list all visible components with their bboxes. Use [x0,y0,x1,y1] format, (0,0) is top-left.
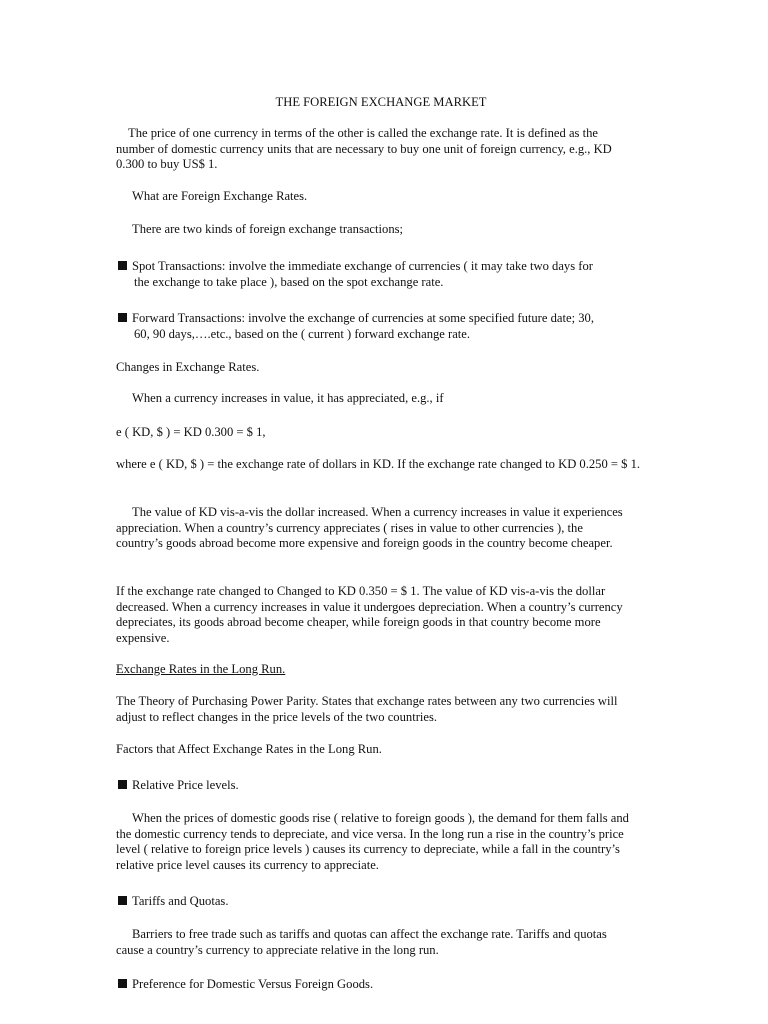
bullet-spot-text-line2: the exchange to take place ), based on the spot exchange rate. [134,274,444,289]
bullet-preference-domestic-foreign [118,977,638,993]
square-bullet-icon [118,896,127,905]
two-kinds-paragraph: There are two kinds of foreign exchange transactions; [132,222,404,236]
value-increased-paragraph: The value of KD vis-a-vis the dollar increased. When a currency increases in value it experiences appreciation. When a country’s currency appreciates ( rises in value to other currencies ), the country’s goods abroad become more expensive and foreign goods in the country become cheaper. [116,505,623,551]
relative-price-paragraph: When the prices of domestic goods rise ( relative to foreign goods ), the demand for them falls and the domestic currency tends to depreciate, and vice versa. In the long run a rise in the country’s price level ( relative to foreign price levels ) causes its currency to depreciate, while a fall in the country’s relative price level causes its currency to appreciate. [116,811,629,872]
intro-paragraph: The price of one currency in terms of the other is called the exchange rate. It is defined as the number of domestic currency units that are necessary to buy one unit of foreign currency, e.g., KD 0.300 to buy US$ 1. [116,126,612,172]
changes-heading: Changes in Exchange Rates. [116,360,260,374]
if-changed-paragraph: If the exchange rate changed to Changed to KD 0.350 = $ 1. The value of KD vis-a-vis the dollar decreased. When a currency increases in value it undergoes depreciation. When a country’s currency depreciates, its goods abroad become cheaper, while foreign goods in that country become more expensive. [116,584,623,645]
where-paragraph: where e ( KD, $ ) = the exchange rate of dollars in KD. If the exchange rate changed to KD 0.250 = $ 1. [116,457,641,471]
ppp-paragraph: The Theory of Purchasing Power Parity. States that exchange rates between any two currencies will adjust to reflect changes in the price levels of the two countries. [116,694,618,724]
bullet-preference-text: Preference for Domestic Versus Foreign Goods. [132,977,374,991]
document-title: THE FOREIGN EXCHANGE MARKET [275,95,487,109]
factors-heading: Factors that Affect Exchange Rates in the Long Run. [116,742,382,756]
square-bullet-icon [118,780,127,789]
long-run-heading: Exchange Rates in the Long Run. [116,662,286,676]
square-bullet-icon [118,261,127,270]
bullet-spot-transactions [118,259,638,290]
bullet-tariffs-quotas [118,894,638,910]
formula-line: e ( KD, $ ) = KD 0.300 = $ 1, [116,425,266,439]
bullet-forward-transactions [118,311,638,342]
question-foreign-exchange-rates: What are Foreign Exchange Rates. [132,189,308,203]
bullet-forward-text-line1: Forward Transactions: involve the exchange of currencies at some specified future date; 30, [132,311,594,325]
square-bullet-icon [118,313,127,322]
bullet-relative-price-levels [118,778,638,794]
appreciated-paragraph: When a currency increases in value, it has appreciated, e.g., if [132,391,444,405]
bullet-spot-text-line1: Spot Transactions: involve the immediate exchange of currencies ( it may take two days for [132,259,593,273]
bullet-relative-text: Relative Price levels. [132,778,239,792]
tariffs-paragraph: Barriers to free trade such as tariffs and quotas can affect the exchange rate. Tariffs and quotas cause a country’s currency to appreciate relative in the long run. [116,927,607,957]
bullet-tariffs-text: Tariffs and Quotas. [132,894,229,908]
square-bullet-icon [118,979,127,988]
bullet-forward-text-line2: 60, 90 days,….etc., based on the ( current ) forward exchange rate. [134,326,471,341]
